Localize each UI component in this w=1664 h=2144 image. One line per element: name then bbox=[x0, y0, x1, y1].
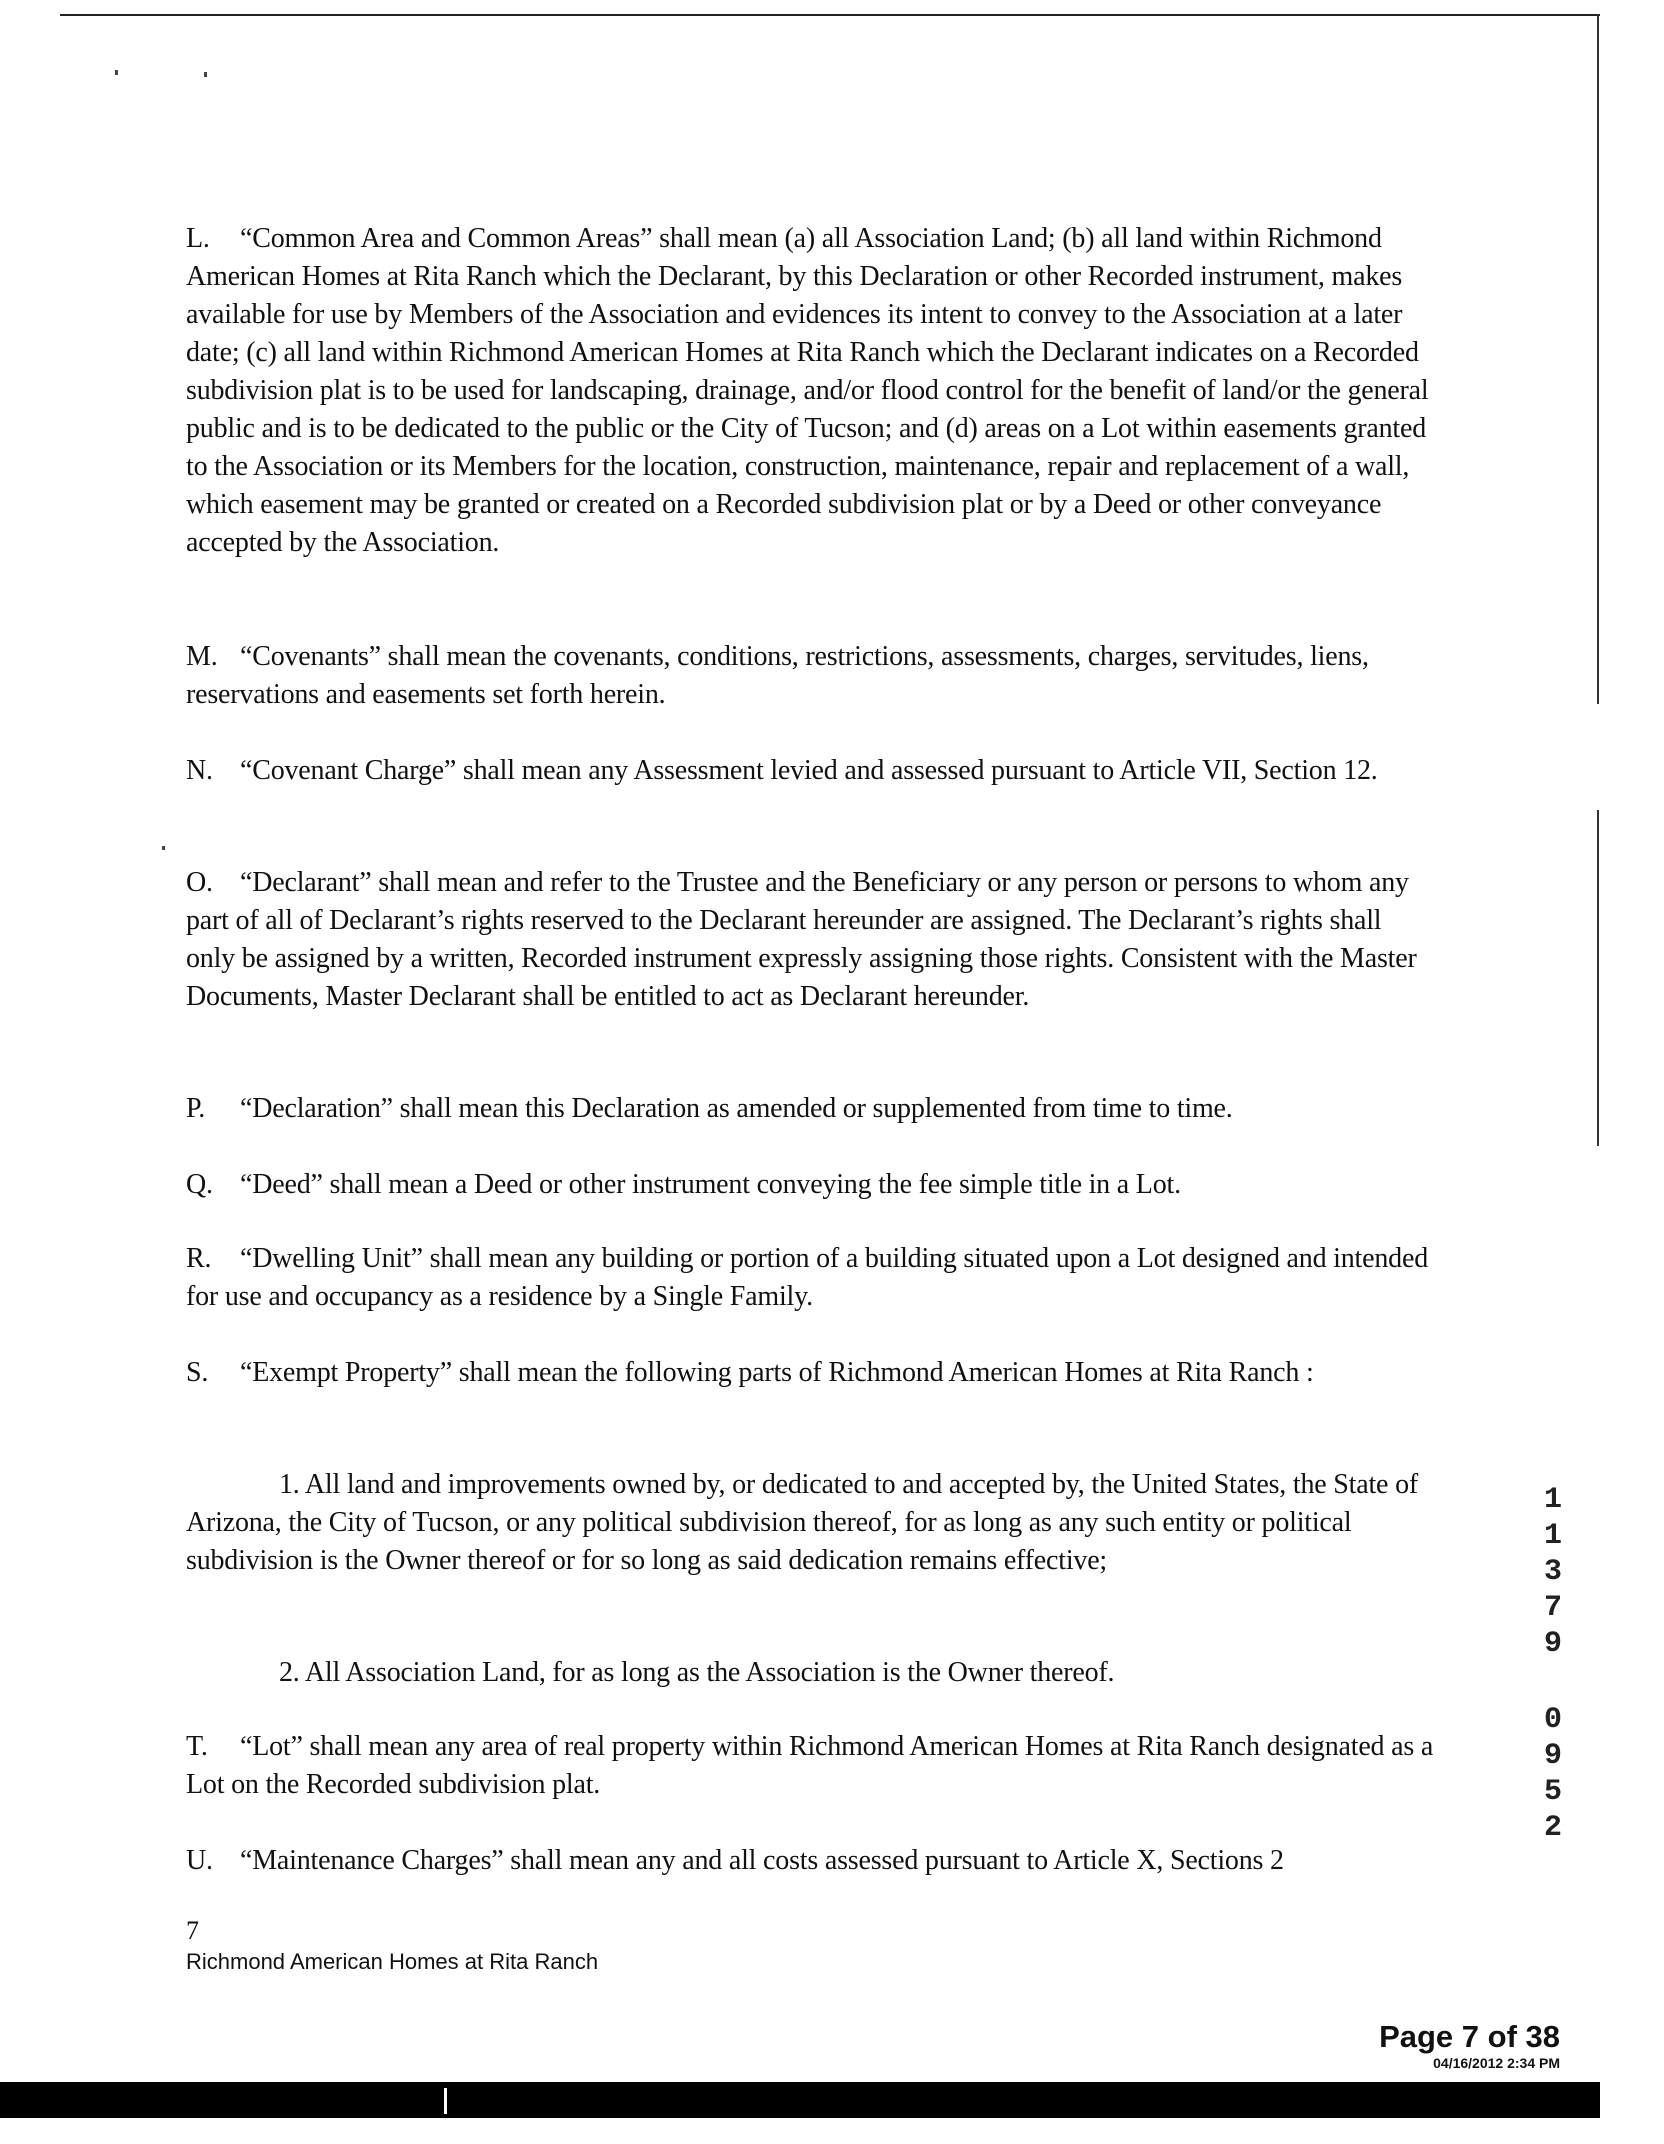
paragraph-text: “Lot” shall mean any area of real property within Richmond American Homes at Rita Ranch designated as a Lot on the Recorded subdivision plat. bbox=[186, 1731, 1434, 1800]
paragraph-text: “Common Area and Common Areas” shall mean (a) all Association Land; (b) all land within Richmond American Homes at Rita Ranch which the Declarant, by this Declaration or other Recorded instrument, makes available for use by Members of the Association and evidences its intent to convey to the Association at a later date; (c) all land within Richmond American Homes at Rita Ranch which the Declarant indicates on a Recorded subdivision plat is to be used for landscaping, drainage, and/or flood control for the benefit of land/or the general public and is to be dedicated to the public or the City of Tucson; and (d) areas on a Lot within easements granted to the Association or its Members for the location, construction, maintenance, repair and replacement of a wall, which easement may be granted or created on a Recorded subdivision plat or by a Deed or other conveyance accepted by the Association. bbox=[186, 223, 1429, 558]
definition-paragraph-q bbox=[186, 1166, 1436, 1204]
recording-number-vertical bbox=[1538, 1482, 1568, 1846]
print-timestamp: 04/16/2012 2:34 PM bbox=[1433, 2055, 1560, 2071]
footer-document-title: Richmond American Homes at Rita Ranch bbox=[186, 1949, 599, 1974]
recording-digit: 9 bbox=[1543, 1627, 1562, 1661]
recording-digit: 0 bbox=[1543, 1703, 1562, 1737]
paragraph-label: L. bbox=[186, 223, 210, 254]
paragraph-text: “Covenants” shall mean the covenants, conditions, restrictions, assessments, charges, servitudes, liens, reservations and easements set forth herein. bbox=[186, 641, 1369, 710]
paragraph-text: “Maintenance Charges” shall mean any and all costs assessed pursuant to Article X, Sections 2 bbox=[240, 1845, 1284, 1876]
definition-paragraph-n bbox=[186, 752, 1436, 790]
recording-digit: 7 bbox=[1543, 1591, 1562, 1625]
paragraph-label: N. bbox=[186, 755, 213, 786]
exempt-item-2 bbox=[186, 1654, 1436, 1692]
paragraph-label: M. bbox=[186, 641, 218, 672]
scan-bottom-tick bbox=[444, 2088, 447, 2114]
recording-digit: 1 bbox=[1543, 1519, 1562, 1553]
definition-paragraph-u bbox=[186, 1842, 1436, 1880]
page-frame-top bbox=[60, 14, 1600, 16]
paragraph-text: 1. All land and improvements owned by, or dedicated to and accepted by, the United States, the State of Arizona, the City of Tucson, or any political subdivision thereof, for as long as any such entity or political subdivision is the Owner thereof or for so long as said dedication remains effective; bbox=[186, 1469, 1419, 1576]
definition-paragraph-m bbox=[186, 638, 1436, 714]
paragraph-text: “Declaration” shall mean this Declaration as amended or supplemented from time to time. bbox=[240, 1093, 1233, 1124]
paragraph-text: “Deed” shall mean a Deed or other instrument conveying the fee simple title in a Lot. bbox=[240, 1169, 1181, 1200]
paragraph-text: 2. All Association Land, for as long as the Association is the Owner thereof. bbox=[279, 1657, 1115, 1688]
recording-digit: 9 bbox=[1543, 1739, 1562, 1773]
definition-paragraph-s bbox=[186, 1354, 1436, 1392]
recording-digit: 1 bbox=[1543, 1483, 1562, 1517]
exempt-item-1 bbox=[186, 1466, 1436, 1580]
recording-digit: 5 bbox=[1543, 1775, 1562, 1809]
definition-paragraph-o bbox=[186, 864, 1436, 1016]
recording-digit-gap bbox=[1538, 1662, 1568, 1702]
page-frame-right bbox=[1597, 14, 1599, 704]
paragraph-label: Q. bbox=[186, 1169, 213, 1200]
paragraph-label: T. bbox=[186, 1731, 208, 1762]
page-frame-right-lower bbox=[1597, 810, 1599, 1146]
paragraph-text: “Dwelling Unit” shall mean any building or portion of a building situated upon a Lot designed and intended for use and occupancy as a residence by a Single Family. bbox=[186, 1243, 1428, 1312]
scan-speck bbox=[162, 846, 165, 850]
paragraph-text: “Exempt Property” shall mean the following parts of Richmond American Homes at Rita Ranch : bbox=[240, 1357, 1314, 1388]
paragraph-text: “Covenant Charge” shall mean any Assessment levied and assessed pursuant to Article VII, Section 12. bbox=[240, 755, 1378, 786]
paragraph-label: S. bbox=[186, 1357, 209, 1388]
paragraph-label: R. bbox=[186, 1243, 212, 1274]
definition-paragraph-p bbox=[186, 1090, 1436, 1128]
scan-speck bbox=[115, 70, 118, 75]
footer-page-number: 7 bbox=[186, 1916, 199, 1945]
paragraph-text: “Declarant” shall mean and refer to the Trustee and the Beneficiary or any person or persons to whom any part of all of Declarant’s rights reserved to the Declarant hereunder are assigned. The Declarant’s rights shall only be assigned by a written, Recorded instrument expressly assigning those rights. Consistent with the Master Documents, Master Declarant shall be entitled to act as Declarant hereunder. bbox=[186, 867, 1417, 1012]
paragraph-label: U. bbox=[186, 1845, 213, 1876]
paragraph-label: P. bbox=[186, 1093, 206, 1124]
scan-bottom-bar bbox=[0, 2082, 1600, 2118]
scan-speck bbox=[204, 72, 207, 77]
recording-digit: 3 bbox=[1543, 1555, 1562, 1589]
page-count-label: Page 7 of 38 bbox=[1379, 2019, 1560, 2054]
paragraph-label: O. bbox=[186, 867, 213, 898]
definition-paragraph-t bbox=[186, 1728, 1436, 1804]
recording-digit: 2 bbox=[1543, 1811, 1562, 1845]
definition-paragraph-r bbox=[186, 1240, 1436, 1316]
definition-paragraph-l bbox=[186, 220, 1436, 562]
